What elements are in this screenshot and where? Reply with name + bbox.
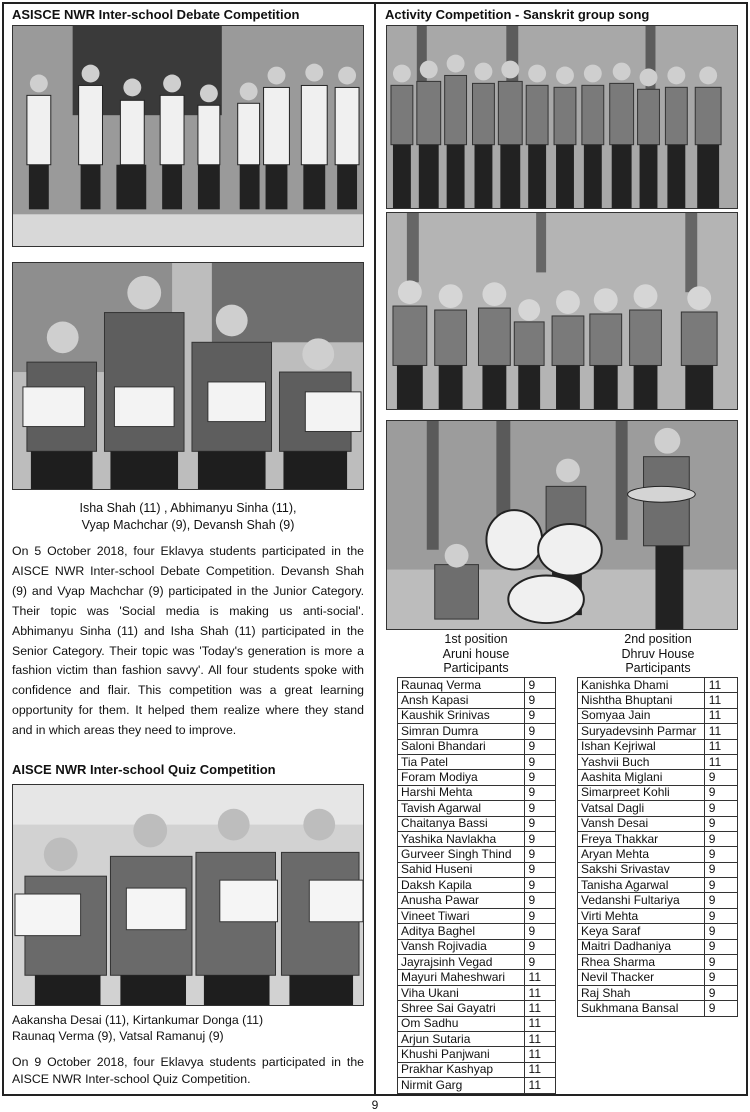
participant-grade: 9 bbox=[524, 770, 555, 785]
participant-name: Foram Modiya bbox=[398, 770, 525, 785]
roster-row bbox=[578, 878, 738, 893]
participant-grade: 9 bbox=[524, 708, 555, 723]
participant-name: Ansh Kapasi bbox=[398, 693, 525, 708]
team1-position: 1st position bbox=[444, 632, 508, 646]
participant-name: Chaitanya Bassi bbox=[398, 816, 525, 831]
participant-name: Om Sadhu bbox=[398, 1016, 525, 1031]
participant-grade: 11 bbox=[704, 693, 737, 708]
team1-roster-table bbox=[397, 677, 556, 1094]
roster-row bbox=[398, 770, 556, 785]
team2-roster-table bbox=[577, 677, 738, 1017]
participant-name: Saloni Bhandari bbox=[398, 739, 525, 754]
participant-name: Rhea Sharma bbox=[578, 955, 705, 970]
participant-name: Simran Dumra bbox=[398, 724, 525, 739]
roster-row bbox=[578, 724, 738, 739]
roster-row bbox=[398, 862, 556, 877]
participant-name: Raunaq Verma bbox=[398, 678, 525, 693]
participant-grade: 9 bbox=[704, 970, 737, 985]
participant-grade: 11 bbox=[704, 754, 737, 769]
debate-stage-photo bbox=[12, 25, 364, 247]
debate-students-photo bbox=[12, 262, 364, 490]
participant-name: Freya Thakkar bbox=[578, 831, 705, 846]
quiz-caption bbox=[12, 1012, 263, 1044]
participant-name: Virti Mehta bbox=[578, 908, 705, 923]
participant-grade: 11 bbox=[524, 1078, 555, 1093]
participant-grade: 11 bbox=[524, 970, 555, 985]
participant-name: Suryadevsinh Parmar bbox=[578, 724, 705, 739]
roster-row bbox=[578, 739, 738, 754]
roster-row bbox=[578, 678, 738, 693]
participant-grade: 11 bbox=[524, 1047, 555, 1062]
roster-row bbox=[398, 801, 556, 816]
participant-name: Vansh Rojivadia bbox=[398, 939, 525, 954]
column-divider bbox=[374, 2, 376, 1096]
roster-row bbox=[578, 893, 738, 908]
participant-grade: 9 bbox=[524, 893, 555, 908]
debate-heading: ASISCE NWR Inter-school Debate Competition bbox=[12, 7, 300, 22]
participant-name: Gurveer Singh Thind bbox=[398, 847, 525, 862]
roster-row bbox=[578, 862, 738, 877]
participant-name: Nevil Thacker bbox=[578, 970, 705, 985]
quiz-heading: AISCE NWR Inter-school Quiz Competition bbox=[12, 762, 276, 777]
roster-row bbox=[398, 785, 556, 800]
participant-name: Somyaa Jain bbox=[578, 708, 705, 723]
quiz-caption-line: Raunaq Verma (9), Vatsal Ramanuj (9) bbox=[12, 1029, 224, 1043]
roster-row bbox=[398, 878, 556, 893]
participant-grade: 9 bbox=[704, 816, 737, 831]
page-number: 9 bbox=[371, 1098, 379, 1112]
roster-row bbox=[578, 955, 738, 970]
quiz-paragraph: On 9 October 2018, four Eklavya students participated in the AISCE NWR Inter-school Quiz Competition. bbox=[12, 1055, 364, 1086]
participant-grade: 9 bbox=[524, 739, 555, 754]
participant-grade: 9 bbox=[524, 678, 555, 693]
roster-row bbox=[578, 754, 738, 769]
participant-grade: 9 bbox=[524, 724, 555, 739]
roster-row bbox=[398, 1001, 556, 1016]
participant-name: Jayrajsinh Vegad bbox=[398, 955, 525, 970]
song-group-photo-2 bbox=[386, 212, 738, 410]
participant-grade: 9 bbox=[704, 862, 737, 877]
participant-name: Maitri Dadhaniya bbox=[578, 939, 705, 954]
roster-row bbox=[398, 847, 556, 862]
team2-participants-label: Participants bbox=[625, 661, 691, 675]
participant-grade: 11 bbox=[704, 739, 737, 754]
participant-name: Aryan Mehta bbox=[578, 847, 705, 862]
roster-row bbox=[398, 893, 556, 908]
participant-grade: 9 bbox=[524, 785, 555, 800]
participant-grade: 11 bbox=[704, 708, 737, 723]
participant-name: Khushi Panjwani bbox=[398, 1047, 525, 1062]
participant-grade: 9 bbox=[704, 801, 737, 816]
roster-row bbox=[398, 970, 556, 985]
team2-house: Dhruv House bbox=[621, 646, 695, 661]
team2-heading bbox=[578, 632, 738, 676]
participant-name: Vineet Tiwari bbox=[398, 908, 525, 923]
participant-grade: 9 bbox=[704, 939, 737, 954]
song-band-photo bbox=[386, 420, 738, 630]
participant-grade: 9 bbox=[704, 785, 737, 800]
roster-row bbox=[578, 831, 738, 846]
roster-row bbox=[578, 801, 738, 816]
team2-position: 2nd position bbox=[624, 632, 692, 646]
roster-row bbox=[398, 1047, 556, 1062]
roster-row bbox=[398, 924, 556, 939]
participant-grade: 11 bbox=[704, 724, 737, 739]
roster-row bbox=[398, 693, 556, 708]
roster-row bbox=[578, 939, 738, 954]
participant-grade: 9 bbox=[524, 831, 555, 846]
roster-row bbox=[398, 1031, 556, 1046]
participant-name: Aashita Miglani bbox=[578, 770, 705, 785]
participant-grade: 11 bbox=[704, 678, 737, 693]
participant-grade: 9 bbox=[704, 770, 737, 785]
roster-row bbox=[398, 724, 556, 739]
roster-row bbox=[578, 816, 738, 831]
roster-row bbox=[578, 693, 738, 708]
participant-grade: 9 bbox=[524, 924, 555, 939]
participant-grade: 9 bbox=[524, 847, 555, 862]
participant-name: Yashvii Buch bbox=[578, 754, 705, 769]
participant-grade: 9 bbox=[704, 893, 737, 908]
participant-name: Keya Saraf bbox=[578, 924, 705, 939]
participant-grade: 9 bbox=[704, 908, 737, 923]
participant-grade: 9 bbox=[524, 816, 555, 831]
participant-name: Tia Patel bbox=[398, 754, 525, 769]
team1-participants-label: Participants bbox=[443, 661, 509, 675]
participant-grade: 11 bbox=[524, 985, 555, 1000]
participant-grade: 11 bbox=[524, 1016, 555, 1031]
roster-row bbox=[398, 955, 556, 970]
roster-row bbox=[398, 816, 556, 831]
debate-caption-line: Vyap Machchar (9), Devansh Shah (9) bbox=[81, 518, 295, 532]
participant-name: Anusha Pawar bbox=[398, 893, 525, 908]
team1-heading bbox=[396, 632, 556, 676]
participant-name: Aditya Baghel bbox=[398, 924, 525, 939]
roster-row bbox=[398, 1016, 556, 1031]
participant-name: Kanishka Dhami bbox=[578, 678, 705, 693]
participant-grade: 9 bbox=[704, 878, 737, 893]
participant-name: Harshi Mehta bbox=[398, 785, 525, 800]
participant-name: Kaushik Srinivas bbox=[398, 708, 525, 723]
roster-row bbox=[578, 908, 738, 923]
participant-grade: 9 bbox=[524, 862, 555, 877]
participant-grade: 9 bbox=[704, 985, 737, 1000]
roster-row bbox=[398, 708, 556, 723]
roster-row bbox=[398, 939, 556, 954]
participant-name: Mayuri Maheshwari bbox=[398, 970, 525, 985]
participant-name: Vatsal Dagli bbox=[578, 801, 705, 816]
participant-name: Nirmit Garg bbox=[398, 1078, 525, 1093]
roster-row bbox=[578, 847, 738, 862]
participant-name: Ishan Kejriwal bbox=[578, 739, 705, 754]
roster-row bbox=[398, 754, 556, 769]
roster-row bbox=[578, 708, 738, 723]
debate-caption bbox=[12, 500, 364, 534]
participant-name: Tanisha Agarwal bbox=[578, 878, 705, 893]
roster-row bbox=[578, 985, 738, 1000]
debate-paragraph: On 5 October 2018, four Eklavya students participated in the AISCE NWR Inter-school Debate Competition. Devansh Shah (9) and Vyap Machchar (9) participated in the Junior Category. Their topic was 'Social media is making us anti-social'. Abhimanyu Sinha (11) and Isha Shah (11) participated in the Senior Category. Their topic was 'Today's generation is more a fashion victim than fashion savvy'. All four students spoke with confidence and flair. This competition was a great learning opportunity for them. It helped them realize where they stand and in which areas they need to improve. bbox=[12, 544, 364, 738]
quiz-caption-line: Aakansha Desai (11), Kirtankumar Donga (11) bbox=[12, 1013, 264, 1027]
roster-row bbox=[578, 785, 738, 800]
team1-house: Aruni house bbox=[442, 646, 510, 661]
participant-grade: 9 bbox=[704, 955, 737, 970]
participant-grade: 9 bbox=[704, 831, 737, 846]
participant-name: Nishtha Bhuptani bbox=[578, 693, 705, 708]
participant-name: Sukhmana Bansal bbox=[578, 1001, 705, 1016]
roster-row bbox=[398, 985, 556, 1000]
participant-name: Prakhar Kashyap bbox=[398, 1062, 525, 1077]
participant-name: Sakshi Srivastav bbox=[578, 862, 705, 877]
participant-grade: 9 bbox=[524, 801, 555, 816]
participant-grade: 9 bbox=[524, 878, 555, 893]
participant-grade: 9 bbox=[524, 939, 555, 954]
participant-grade: 11 bbox=[524, 1031, 555, 1046]
roster-row bbox=[398, 1078, 556, 1093]
participant-grade: 9 bbox=[524, 955, 555, 970]
roster-row bbox=[398, 831, 556, 846]
debate-caption-line: Isha Shah (11) , Abhimanyu Sinha (11), bbox=[79, 501, 297, 515]
roster-row bbox=[578, 970, 738, 985]
participant-name: Sahid Huseni bbox=[398, 862, 525, 877]
roster-row bbox=[398, 908, 556, 923]
roster-row bbox=[578, 770, 738, 785]
roster-row bbox=[578, 1001, 738, 1016]
participant-name: Tavish Agarwal bbox=[398, 801, 525, 816]
participant-grade: 9 bbox=[704, 1001, 737, 1016]
participant-name: Vedanshi Fultariya bbox=[578, 893, 705, 908]
participant-grade: 9 bbox=[524, 908, 555, 923]
participant-name: Yashika Navlakha bbox=[398, 831, 525, 846]
participant-grade: 11 bbox=[524, 1062, 555, 1077]
participant-name: Viha Ukani bbox=[398, 985, 525, 1000]
participant-grade: 9 bbox=[524, 693, 555, 708]
quiz-students-photo bbox=[12, 784, 364, 1006]
roster-row bbox=[398, 1062, 556, 1077]
participant-name: Daksh Kapila bbox=[398, 878, 525, 893]
participant-name: Simarpreet Kohli bbox=[578, 785, 705, 800]
participant-name: Raj Shah bbox=[578, 985, 705, 1000]
participant-grade: 9 bbox=[704, 924, 737, 939]
participant-grade: 9 bbox=[704, 847, 737, 862]
song-group-photo-1 bbox=[386, 25, 738, 209]
participant-name: Shree Sai Gayatri bbox=[398, 1001, 525, 1016]
roster-row bbox=[398, 739, 556, 754]
roster-row bbox=[398, 678, 556, 693]
participant-grade: 9 bbox=[524, 754, 555, 769]
participant-grade: 11 bbox=[524, 1001, 555, 1016]
activity-heading: Activity Competition - Sanskrit group song bbox=[385, 7, 650, 22]
participant-name: Vansh Desai bbox=[578, 816, 705, 831]
participant-name: Arjun Sutaria bbox=[398, 1031, 525, 1046]
roster-row bbox=[578, 924, 738, 939]
